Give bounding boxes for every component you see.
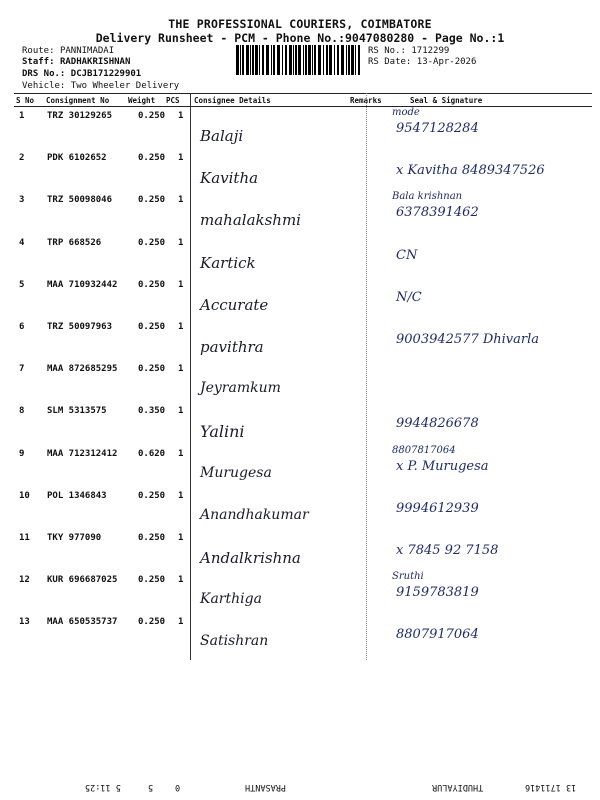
row-pieces: 1 [178,533,184,543]
footer-count-a: 0 [175,782,181,792]
row-pieces: 1 [178,617,184,627]
barcode-bar [271,45,272,75]
consignee-name: Yalini [200,422,245,441]
barcode-bar [285,45,287,75]
barcode-bar [236,45,239,75]
barcode-bar [266,45,269,75]
staff-value: RADHAKRISHNAN [59,57,131,67]
vehicle-value: Two Wheeler Delivery [70,81,180,91]
consignee-name: Jeyramkum [200,380,281,396]
row-serial: 3 [19,195,25,205]
row-weight: 0.350 [138,406,166,416]
consignment-number: TKY 977090 [47,533,102,543]
consignment-number: SLM 5313575 [47,406,107,416]
barcode-bar [341,45,344,75]
rs-date-line [368,57,476,68]
consignment-number: TRP 668526 [47,238,102,248]
row-weight: 0.250 [138,533,166,543]
barcode-bar [355,45,356,75]
row-weight: 0.250 [138,111,166,121]
footer-area: THUDIYALUR [432,782,484,792]
barcode-bar [346,45,347,75]
vehicle-label: Vehicle: [22,81,66,91]
barcode-bar [262,45,264,75]
consignee-name: mahalakshmi [200,211,301,229]
consignee-name: Anandhakumar [200,507,309,523]
row-serial: 4 [19,238,25,248]
row-pieces: 1 [178,322,184,332]
drs-line [22,69,141,80]
consignment-number: POL 1346843 [47,491,107,501]
col-weight: Weight [128,96,156,105]
row-serial: 8 [19,406,25,416]
footer-time: 5 11:25 [85,782,121,792]
row-serial: 13 [19,617,30,627]
footer-count-b: 5 [148,782,154,792]
row-serial: 9 [19,449,25,459]
barcode-bar [259,45,260,75]
row-pieces: 1 [178,491,184,501]
consignment-number: PDK 6102652 [47,153,107,163]
col-remarks: Remarks [350,96,382,105]
barcode-bar [246,45,249,75]
vehicle-line [22,81,179,92]
barcode-bar [242,45,244,75]
row-pieces: 1 [178,406,184,416]
barcode-bar [358,45,360,75]
barcode-bar [295,45,297,75]
row-weight: 0.250 [138,195,166,205]
drs-label: DRS No.: [22,69,66,79]
row-pieces: 1 [178,449,184,459]
barcode-bar [312,45,313,75]
row-weight: 0.620 [138,449,166,459]
row-pieces: 1 [178,111,184,121]
barcode-bar [252,45,254,75]
barcode-bar [305,45,307,75]
consignee-divider [190,93,191,660]
receiver-signature: 9994612939 [396,501,479,516]
barcode-bar [308,45,311,75]
rs-date-value: 13-Apr-2026 [416,57,477,67]
drs-value: DCJB171229901 [70,69,142,79]
rs-no-label: RS No.: [368,46,406,56]
barcode-bar [314,45,316,75]
runsheet-subtitle: Delivery Runsheet - PCM - Phone No.:9047080280 - Page No.:1 [95,31,505,45]
row-serial: 7 [19,364,25,374]
barcode-bar [298,45,301,75]
barcode-bar [351,45,354,75]
signature-mark: Bala krishnan [392,191,463,202]
consignment-number: TRZ 50098046 [47,195,113,205]
barcode-bar [329,45,332,75]
col-sno: S No [16,96,35,105]
footer-receiver: PRASANTH [245,782,286,792]
consignment-number: MAA 872685295 [47,364,118,374]
row-weight: 0.250 [138,280,166,290]
header-bottom-rule [14,106,592,107]
rs-no-line [368,46,449,57]
company-name: THE PROFESSIONAL COURIERS, COIMBATORE [168,17,432,31]
staff-line [22,57,130,68]
barcode-bar [326,45,328,75]
col-consignment: Consignment No [46,96,110,105]
receiver-signature: 9159783819 [396,585,479,600]
row-weight: 0.250 [138,238,166,248]
col-consignee: Consignee Details [194,96,271,105]
rs-no-value: 1712299 [411,46,450,56]
row-pieces: 1 [178,575,184,585]
barcode-bar [240,45,241,75]
row-serial: 2 [19,153,25,163]
consignee-name: Andalkrishna [200,549,301,567]
footer-awb: 13 1711416 [525,782,577,792]
receiver-signature: 9003942577 Dhivarla [396,332,540,347]
row-weight: 0.250 [138,491,166,501]
barcode-bar [334,45,335,75]
row-pieces: 1 [178,364,184,374]
consignment-number: MAA 650535737 [47,617,118,627]
route-line [22,46,114,57]
signature-divider [366,93,367,660]
row-serial: 10 [19,491,30,501]
row-serial: 5 [19,280,25,290]
row-pieces: 1 [178,153,184,163]
receiver-signature: x 7845 92 7158 [396,543,499,558]
barcode-image [236,45,362,75]
barcode-bar [337,45,339,75]
row-pieces: 1 [178,238,184,248]
barcode-bar [303,45,304,75]
route-label: Route: [22,46,55,56]
receiver-signature: 9944826678 [396,416,479,431]
barcode-bar [318,45,321,75]
receiver-signature: N/C [396,290,422,305]
header-top-rule [14,93,592,94]
barcode-bar [250,45,251,75]
col-pcs: PCS [166,96,180,105]
consignee-name: Karthiga [200,591,262,607]
row-weight: 0.250 [138,322,166,332]
consignment-number: TRZ 30129265 [47,111,113,121]
row-serial: 1 [19,111,25,121]
consignee-name: Balaji [200,127,244,145]
staff-label: Staff: [22,57,55,67]
row-pieces: 1 [178,280,184,290]
row-weight: 0.250 [138,364,166,374]
row-pieces: 1 [178,195,184,205]
barcode-bar [348,45,350,75]
consignment-number: KUR 696687025 [47,575,118,585]
route-value: PANNIMADAI [59,46,115,56]
barcode-bar [255,45,258,75]
signature-mark: mode [392,107,420,118]
barcode-bar [282,45,283,75]
signature-mark: Sruthi [392,571,424,582]
receiver-signature: x P. Murugesa [396,459,489,474]
consignee-name: Satishran [200,633,269,649]
consignee-name: pavithra [200,338,264,356]
receiver-signature: CN [396,248,418,263]
receiver-signature: 9547128284 [396,121,479,136]
receiver-signature: 6378391462 [396,205,479,220]
row-weight: 0.250 [138,153,166,163]
barcode-bar [293,45,294,75]
signature-mark: 8807817064 [392,445,456,456]
consignee-name: Kartick [200,254,256,272]
consignment-number: MAA 710932442 [47,280,118,290]
col-seal-signature: Seal & Signature [410,96,483,105]
barcode-bar [323,45,324,75]
row-serial: 11 [19,533,30,543]
consignment-number: MAA 712312412 [47,449,118,459]
receiver-signature: x Kavitha 8489347526 [396,163,545,178]
row-weight: 0.250 [138,575,166,585]
barcode-bar [289,45,292,75]
consignee-name: Kavitha [200,169,259,187]
row-serial: 6 [19,322,25,332]
row-weight: 0.250 [138,617,166,627]
consignment-number: TRZ 50097963 [47,322,113,332]
consignee-name: Accurate [200,296,269,314]
consignee-name: Murugesa [200,465,272,481]
row-serial: 12 [19,575,30,585]
receiver-signature: 8807917064 [396,627,479,642]
barcode-bar [277,45,280,75]
rs-date-label: RS Date: [368,57,412,67]
barcode-bar [273,45,275,75]
